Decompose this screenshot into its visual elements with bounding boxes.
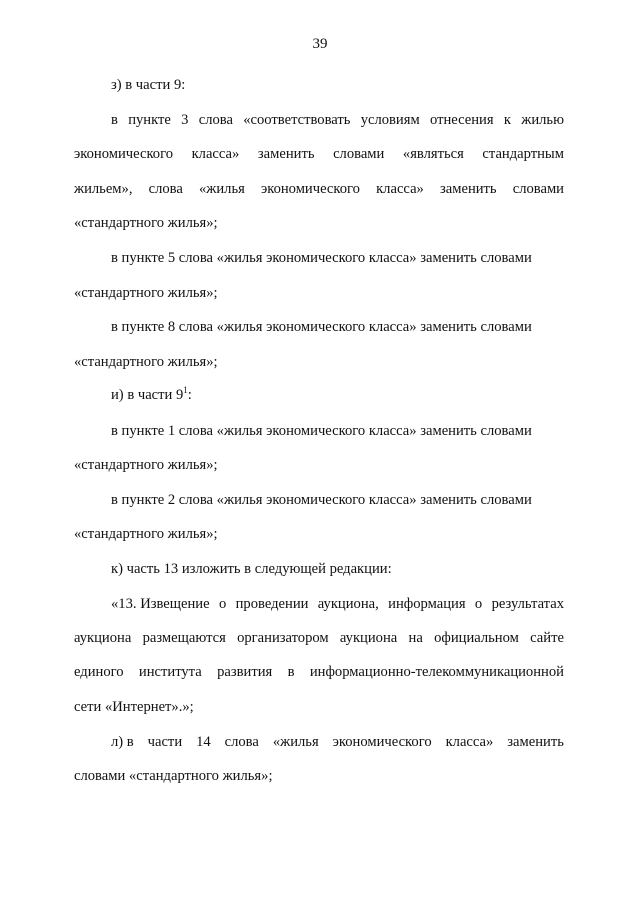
word: развития [217, 664, 273, 680]
word: организатором [237, 630, 329, 646]
item-z-p3-line2 [74, 146, 564, 163]
item-l-line2: словами «стандартного жилья»; [74, 768, 273, 784]
word: аукциона [339, 630, 398, 646]
word: жильем», [74, 181, 133, 197]
item-i-p1-line1: в пункте 1 слова «жилья экономического класса» заменить словами [111, 423, 532, 439]
item-k-quote-line4: сети «Интернет».»; [74, 699, 194, 715]
word: пункте [128, 112, 171, 128]
word: «соответствовать [243, 112, 351, 128]
word: единого [74, 664, 124, 680]
page-number: 39 [312, 36, 328, 52]
word: о [218, 596, 227, 612]
word: к [503, 112, 511, 128]
word: «жилья [272, 734, 319, 750]
item-k-quote-line1 [111, 596, 564, 613]
word: части [147, 734, 183, 750]
word: аукциона [74, 630, 132, 646]
item-z-p5-line2: «стандартного жилья»; [74, 285, 218, 301]
word: проведении [235, 596, 309, 612]
item-z-p3-line4: «стандартного жилья»; [74, 215, 218, 231]
word: результатах [491, 596, 564, 612]
item-z-p8-line2: «стандартного жилья»; [74, 354, 218, 370]
word: отнесения [429, 112, 494, 128]
item-i-intro-text: и) в части 9 [111, 387, 184, 403]
word: заменить [439, 181, 497, 197]
word: условиям [360, 112, 420, 128]
word: института [138, 664, 202, 680]
word: 14 [196, 734, 211, 750]
word: л) в [111, 734, 134, 750]
word: заменить [507, 734, 564, 750]
item-k-intro: к) часть 13 изложить в следующей редакции: [111, 561, 392, 577]
item-i-intro-colon: : [187, 387, 192, 403]
word: «жилья [198, 181, 245, 197]
word: стандартным [482, 146, 564, 162]
word: размещаются [142, 630, 226, 646]
word: экономического [74, 146, 174, 162]
word: сайте [530, 630, 564, 646]
word: 3 [181, 112, 189, 128]
item-i-intro-superscript: 1 [183, 385, 188, 395]
word: словами [512, 181, 564, 197]
item-z-p8-line1: в пункте 8 слова «жилья экономического класса» заменить словами [111, 319, 532, 335]
word: информация [388, 596, 466, 612]
item-i-p2-line2: «стандартного жилья»; [74, 526, 218, 542]
word: в [111, 112, 118, 128]
word: слова [198, 112, 233, 128]
item-z-intro: з) в части 9: [111, 77, 186, 93]
word: на [408, 630, 423, 646]
word: о [474, 596, 483, 612]
word: словами [333, 146, 385, 162]
word: «являться [402, 146, 464, 162]
word: жилью [521, 112, 564, 128]
word: экономического [332, 734, 432, 750]
item-z-p3-line3 [74, 181, 564, 198]
word: класса» [445, 734, 494, 750]
word: официальном [434, 630, 519, 646]
item-i-p2-line1: в пункте 2 слова «жилья экономического класса» заменить словами [111, 492, 532, 508]
item-z-p5-line1: в пункте 5 слова «жилья экономического класса» заменить словами [111, 250, 532, 266]
item-i-intro [111, 387, 564, 404]
word: экономического [260, 181, 360, 197]
item-l-line1 [111, 734, 564, 751]
word: в [287, 664, 295, 680]
word: класса» [191, 146, 240, 162]
word: информационно-телекоммуникационной [309, 664, 564, 680]
word: слова [224, 734, 259, 750]
word: класса» [376, 181, 424, 197]
word: слова [148, 181, 183, 197]
item-k-quote-line2 [74, 630, 564, 647]
word: аукциона, [317, 596, 379, 612]
word: «13. Извещение [111, 596, 210, 612]
item-i-p1-line2: «стандартного жилья»; [74, 457, 218, 473]
word: заменить [257, 146, 315, 162]
item-k-quote-line3 [74, 664, 564, 681]
item-z-p3-line1 [111, 112, 564, 129]
